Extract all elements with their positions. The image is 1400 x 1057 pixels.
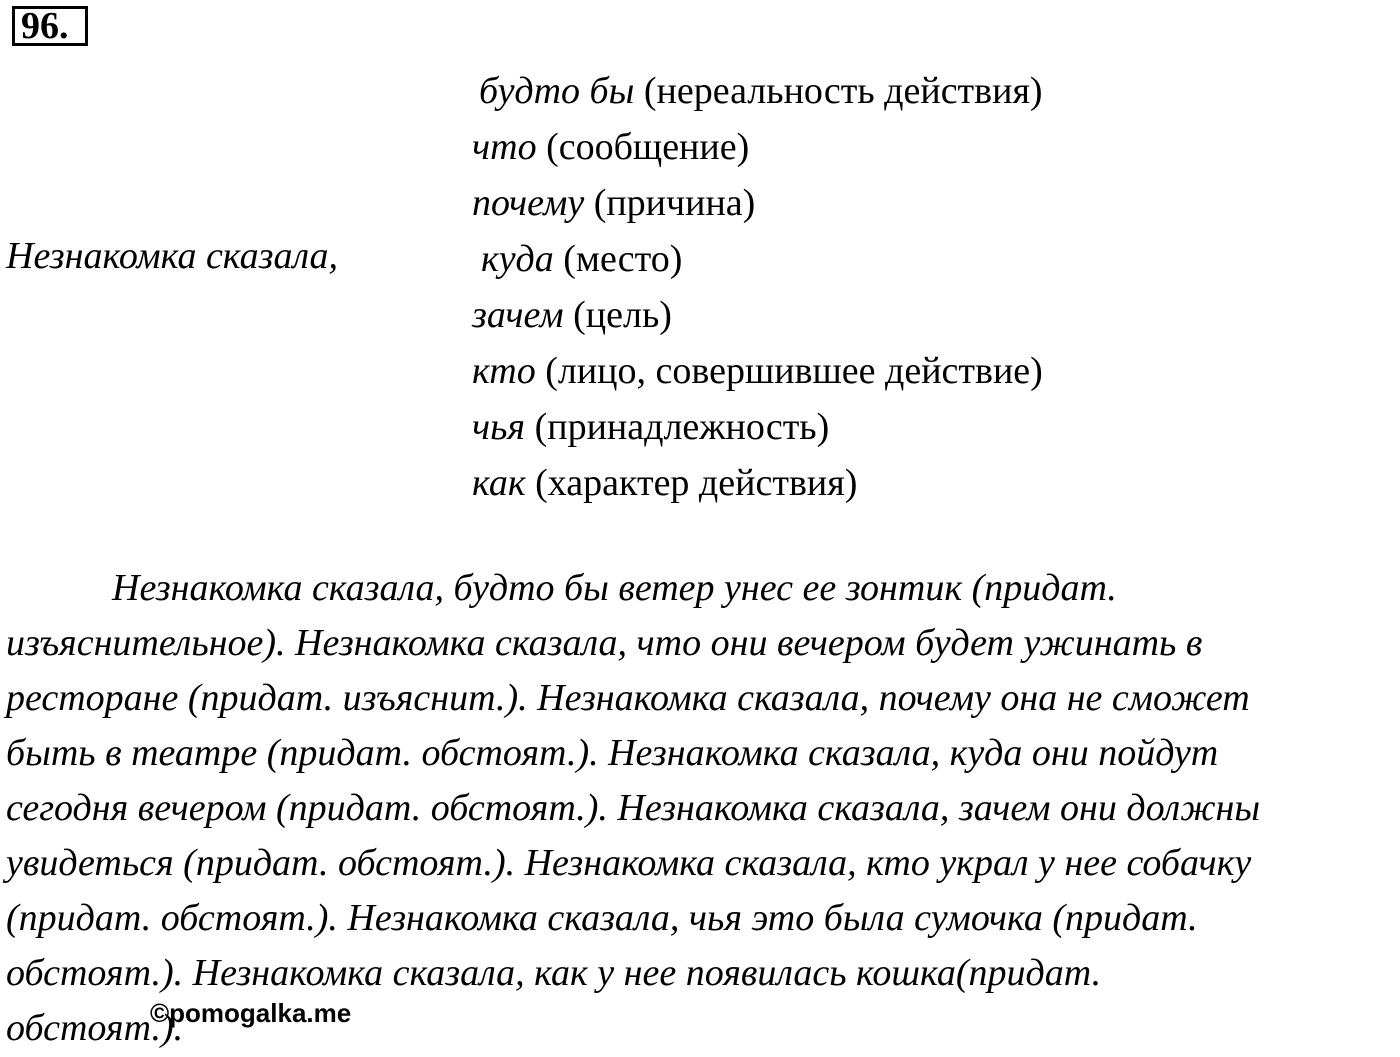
conjunction-word: что: [472, 126, 537, 168]
answer-paragraph: [6, 561, 1400, 1056]
conjunction-meaning: (нереальность действия): [643, 70, 1043, 112]
paragraph-line: сегодня вечером (придат. обстоят.). Незнакомка сказала, зачем они должны: [6, 787, 1261, 829]
conjunction-item: [472, 175, 1043, 231]
conjunction-item: [472, 287, 1043, 343]
paragraph-line: увидеться (придат. обстоят.). Незнакомка сказала, кто украл у нее собачку: [6, 842, 1252, 884]
paragraph-line: изъяснительное). Незнакомка сказала, что они вечером будет ужинать в: [6, 622, 1203, 664]
conjunction-item: [472, 399, 1043, 455]
paragraph-line: обстоят.).: [6, 1007, 184, 1049]
conjunction-item: [472, 63, 1043, 119]
watermark: ©pomogalka.me: [150, 998, 352, 1028]
conjunction-word: как: [472, 462, 526, 504]
paragraph-line: Незнакомка сказала, будто бы ветер унес ее зонтик (придат.: [112, 567, 1117, 609]
conjunction-meaning: (характер действия): [535, 462, 858, 504]
conjunction-word: будто бы: [479, 70, 635, 112]
conjunction-word: куда: [481, 238, 554, 280]
paragraph-line: обстоят.). Незнакомка сказала, как у нее появилась кошка(придат.: [6, 952, 1102, 994]
conjunction-item: [472, 455, 1043, 511]
subject-phrase: Незнакомка сказала,: [6, 235, 338, 277]
conjunction-word: почему: [472, 182, 585, 224]
conjunction-meaning: (причина): [593, 182, 756, 224]
conjunction-item: [472, 231, 1043, 287]
paragraph-line: ресторане (придат. изъяснит.). Незнакомка сказала, почему она не сможет: [6, 677, 1250, 719]
paragraph-line: быть в театре (придат. обстоят.). Незнакомка сказала, куда они пойдут: [6, 732, 1219, 774]
conjunction-meaning: (место): [563, 238, 683, 280]
conjunction-meaning: (сообщение): [546, 126, 750, 168]
conjunction-item: [472, 343, 1043, 399]
paragraph-line: (придат. обстоят.). Незнакомка сказала, чья это была сумочка (придат.: [6, 897, 1198, 939]
conjunction-word: кто: [472, 350, 536, 392]
conjunction-word: чья: [472, 406, 526, 448]
conjunction-meaning: (принадлежность): [534, 406, 830, 448]
conjunction-item: [472, 119, 1043, 175]
conjunction-word: зачем: [472, 294, 564, 336]
conjunction-meaning: (цель): [573, 294, 672, 336]
conjunction-meaning: (лицо, совершившее действие): [545, 350, 1043, 392]
conjunction-list: [472, 63, 1043, 511]
exercise-number: 96.: [12, 6, 88, 46]
